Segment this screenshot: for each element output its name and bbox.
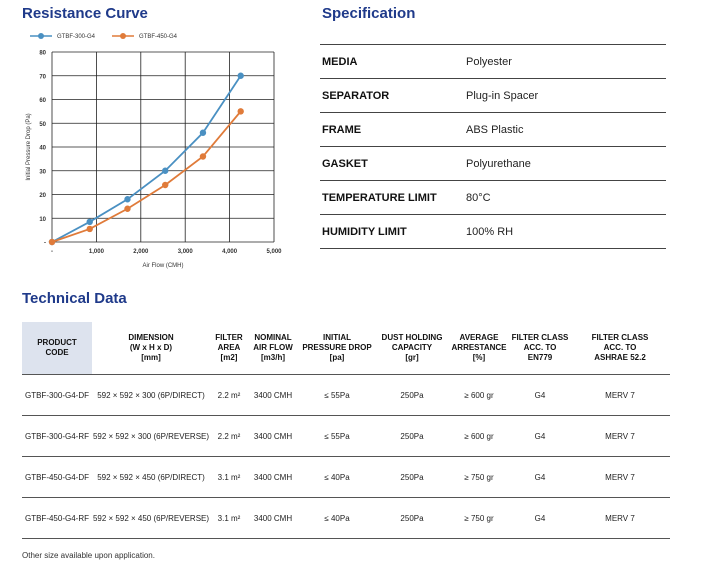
- spec-key: MEDIA: [322, 55, 358, 68]
- spec-row: [320, 180, 666, 214]
- column-header: DIMENSION (W x H x D) [mm]: [128, 333, 174, 362]
- data-point: [87, 219, 93, 225]
- y-tick-label: 10: [39, 216, 46, 223]
- column-header: AVERAGE ARRESTANCE [%]: [451, 333, 507, 362]
- spec-row: [320, 146, 666, 180]
- data-point: [124, 196, 130, 202]
- table-cell: ≥ 600 gr: [448, 375, 510, 416]
- table-cell: 250Pa: [376, 498, 448, 539]
- legend-marker: [120, 33, 126, 39]
- column-header: FILTER AREA [m2]: [215, 333, 243, 362]
- table-cell: MERV 7: [570, 416, 670, 457]
- legend-marker: [38, 33, 44, 39]
- spec-row: [320, 112, 666, 146]
- data-point: [124, 206, 130, 212]
- table-cell: ≥ 750 gr: [448, 457, 510, 498]
- table-cell: ≤ 40Pa: [298, 498, 376, 539]
- spec-row: [320, 44, 666, 78]
- table-cell: ≤ 55Pa: [298, 416, 376, 457]
- x-tick-label: 2,000: [133, 249, 149, 255]
- table-cell: 3400 CMH: [248, 457, 298, 498]
- table-cell: 250Pa: [376, 457, 448, 498]
- table-cell: MERV 7: [570, 498, 670, 539]
- y-tick-label: -: [44, 240, 46, 247]
- table-cell: 250Pa: [376, 416, 448, 457]
- table-cell: 3.1 m²: [210, 498, 248, 539]
- table-cell: GTBF-300-G4-RF: [22, 416, 92, 457]
- spec-value: Polyurethane: [466, 157, 531, 170]
- data-point: [162, 168, 168, 174]
- table-cell: ≥ 600 gr: [448, 416, 510, 457]
- table-header-row: [22, 322, 670, 375]
- table-cell: G4: [510, 416, 570, 457]
- series-line: [52, 111, 241, 242]
- data-point: [238, 108, 244, 114]
- spec-key: GASKET: [322, 157, 368, 170]
- technical-data-title: Technical Data: [22, 290, 127, 307]
- x-tick-label: -: [51, 249, 53, 255]
- table-cell: 3.1 m²: [210, 457, 248, 498]
- table-row: [22, 498, 670, 539]
- data-point: [238, 73, 244, 79]
- table-cell: 2.2 m²: [210, 416, 248, 457]
- specification-table: [320, 44, 666, 249]
- data-point: [87, 226, 93, 232]
- x-tick-label: 1,000: [88, 249, 104, 255]
- column-header: FILTER CLASS ACC. TO ASHRAE 52.2: [591, 333, 649, 362]
- spec-row: [320, 214, 666, 249]
- x-tick-label: 3,000: [177, 249, 193, 255]
- table-cell: G4: [510, 498, 570, 539]
- spec-value: 100% RH: [466, 225, 514, 238]
- spec-value: Plug-in Spacer: [466, 89, 539, 102]
- spec-value: ABS Plastic: [466, 123, 524, 136]
- y-tick-label: 40: [39, 145, 46, 152]
- table-row: [22, 375, 670, 416]
- series-line: [52, 76, 241, 242]
- table-cell: 3400 CMH: [248, 416, 298, 457]
- spec-key: SEPARATOR: [322, 89, 390, 102]
- spec-key: HUMIDITY LIMIT: [322, 225, 407, 238]
- table-cell: GTBF-300-G4-DF: [22, 375, 92, 416]
- spec-key: FRAME: [322, 123, 362, 136]
- table-cell: 3400 CMH: [248, 375, 298, 416]
- table-cell: G4: [510, 457, 570, 498]
- table-cell: ≤ 40Pa: [298, 457, 376, 498]
- table-cell: 592 × 592 × 450 (6P/REVERSE): [92, 498, 210, 539]
- spec-key: TEMPERATURE LIMIT: [322, 191, 437, 204]
- table-cell: GTBF-450-G4-RF: [22, 498, 92, 539]
- spec-row: [320, 78, 666, 112]
- x-tick-label: 5,000: [266, 249, 282, 255]
- table-cell: 592 × 592 × 450 (6P/DIRECT): [92, 457, 210, 498]
- table-cell: ≤ 55Pa: [298, 375, 376, 416]
- spec-value: 80°C: [466, 191, 491, 204]
- table-row: [22, 416, 670, 457]
- table-cell: 250Pa: [376, 375, 448, 416]
- column-header: NOMINAL AIR FLOW [m3/h]: [253, 333, 293, 362]
- footnote: Other size available upon application.: [22, 551, 155, 560]
- data-point: [200, 130, 206, 136]
- table-cell: 592 × 592 × 300 (6P/DIRECT): [92, 375, 210, 416]
- table-cell: 3400 CMH: [248, 498, 298, 539]
- y-tick-label: 60: [39, 98, 46, 104]
- technical-data-table: [22, 322, 670, 539]
- legend-label: GTBF-450-G4: [139, 34, 178, 40]
- resistance-curve-title: Resistance Curve: [22, 5, 148, 22]
- table-cell: MERV 7: [570, 457, 670, 498]
- y-axis-label: Initial Pressure Drop (Pa): [26, 113, 32, 181]
- x-axis-label: Air Flow (CMH): [142, 263, 184, 269]
- table-cell: 2.2 m²: [210, 375, 248, 416]
- data-point: [49, 239, 55, 245]
- column-header: FILTER CLASS ACC. TO EN779: [511, 333, 569, 362]
- y-tick-label: 70: [39, 74, 46, 81]
- column-header: DUST HOLDING CAPACITY [gr]: [381, 333, 443, 362]
- y-tick-label: 80: [39, 50, 46, 57]
- column-header: INITIAL PRESSURE DROP [pa]: [302, 333, 372, 362]
- x-tick-label: 4,000: [222, 249, 238, 255]
- table-cell: 592 × 592 × 300 (6P/REVERSE): [92, 416, 210, 457]
- resistance-curve-chart: [0, 26, 300, 276]
- y-tick-label: 30: [39, 169, 46, 176]
- specification-title: Specification: [322, 5, 416, 22]
- spec-value: Polyester: [466, 55, 512, 68]
- table-cell: ≥ 750 gr: [448, 498, 510, 539]
- data-point: [200, 153, 206, 159]
- y-tick-label: 50: [39, 121, 46, 128]
- table-cell: GTBF-450-G4-DF: [22, 457, 92, 498]
- table-row: [22, 457, 670, 498]
- data-point: [162, 182, 168, 188]
- table-cell: MERV 7: [570, 375, 670, 416]
- column-header: PRODUCT CODE: [22, 322, 92, 375]
- y-tick-label: 20: [39, 193, 46, 199]
- legend-label: GTBF-300-G4: [57, 34, 96, 40]
- table-cell: G4: [510, 375, 570, 416]
